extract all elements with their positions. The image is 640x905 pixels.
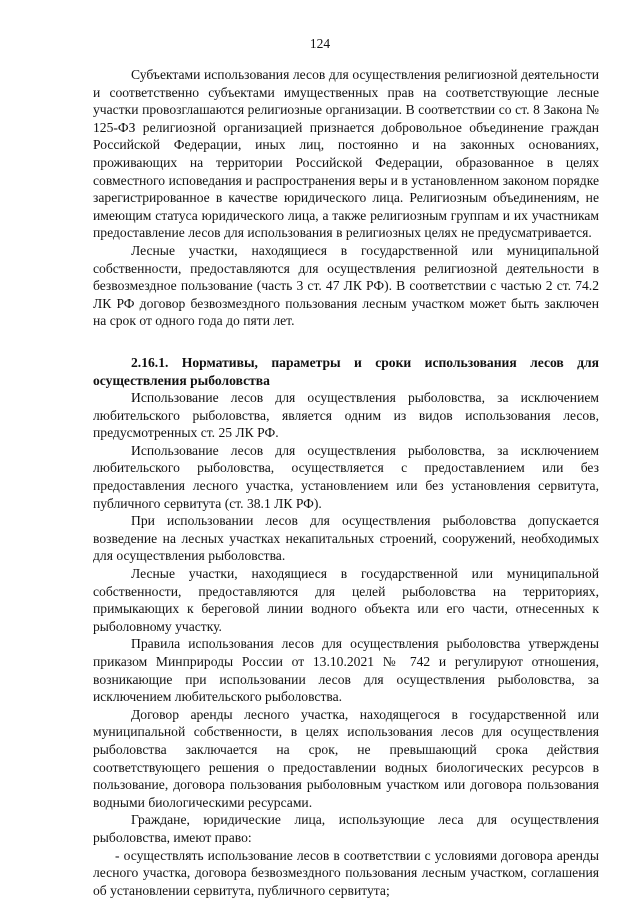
page-content xyxy=(93,66,599,899)
paragraph-fishing-lease: Договор аренды лесного участка, находящегося в государственной или муниципальной собственности, в целях использования лесов для осуществления рыболовства заключается на срок, не превышающий срока действия соответствующего решения о предоставлении водных биологических ресурсов в пользование, договора пользования рыболовным участком или договора пользования водными биологическими ресурсами. xyxy=(93,706,599,810)
page-number: 124 xyxy=(309,36,331,51)
paragraph-religious-subjects: Субъектами использования лесов для осуществления религиозной деятельности и соответственно субъектами имущественных прав на соответствующие лесные участки провозглашаются религиозные организации. В соответствии со ст. 8 Закона № 125-ФЗ религиозной организацией признается добровольное объединение граждан Российской Федерации, иных лиц, постоянно и на законных основаниях, проживающих на территории Российской Федерации, образованное в целях совместного исповедания и распространения веры и в установленном законом порядке зарегистрированное в качестве юридического лица. Религиозным объединениям, не имеющим статуса юридического лица, а также религиозным группам и их участникам предоставление лесов для использования в религиозных целях не предусматривается. xyxy=(93,67,599,241)
paragraph-religious-land-use: Лесные участки, находящиеся в государственной или муниципальной собственности, предоставляются для осуществления религиозной деятельности в безвозмездное пользование (часть 3 ст. 47 ЛК РФ). В соответствии с частью 2 ст. 74.2 ЛК РФ договор безвозмездного пользования лесным участком может быть заключен на срок от одного года до пяти лет. xyxy=(93,242,599,329)
section-heading-fishing: 2.16.1. Нормативы, параметры и сроки использования лесов для осуществления рыболовства xyxy=(93,354,599,388)
paragraph-fishing-land-plots: Лесные участки, находящиеся в государственной или муниципальной собственности, предоставляются для целей рыболовства на территориях, примыкающих к береговой линии водного объекта или его части, отнесенных к рыболовному участку. xyxy=(93,566,599,634)
paragraph-fishing-rights: Граждане, юридические лица, использующие леса для осуществления рыболовства, имеют право: xyxy=(93,812,599,845)
paragraph-fishing-servitude: Использование лесов для осуществления рыболовства, за исключением любительского рыболовства, осуществляется с предоставлением или без предоставления лесного участка, установлением или без установления сервитута, публичного сервитута (ст. 38.1 ЛК РФ). xyxy=(93,442,599,511)
paragraph-fishing-use-type: Использование лесов для осуществления рыболовства, за исключением любительского рыболовства, является одним из видов использования лесов, предусмотренных ст. 25 ЛК РФ. xyxy=(93,390,599,441)
paragraph-fishing-rules: Правила использования лесов для осуществления рыболовства утверждены приказом Минприроды России от 13.10.2021 № 742 и регулируют отношения, возникающие при использовании лесов для осуществления рыболовства, за исключением любительского рыболовства. xyxy=(93,636,599,705)
section-spacer xyxy=(93,330,599,354)
paragraph-fishing-structures: При использовании лесов для осуществления рыболовства допускается возведение на лесных участках некапитальных строений, сооружений, необходимых для осуществления рыболовства. xyxy=(93,513,599,564)
list-item-fishing-right: - осуществлять использование лесов в соответствии с условиями договора аренды лесного участка, договора безвозмездного пользования лесным участком, соглашения об установлении сервитута, публичного сервитута; xyxy=(93,847,599,898)
